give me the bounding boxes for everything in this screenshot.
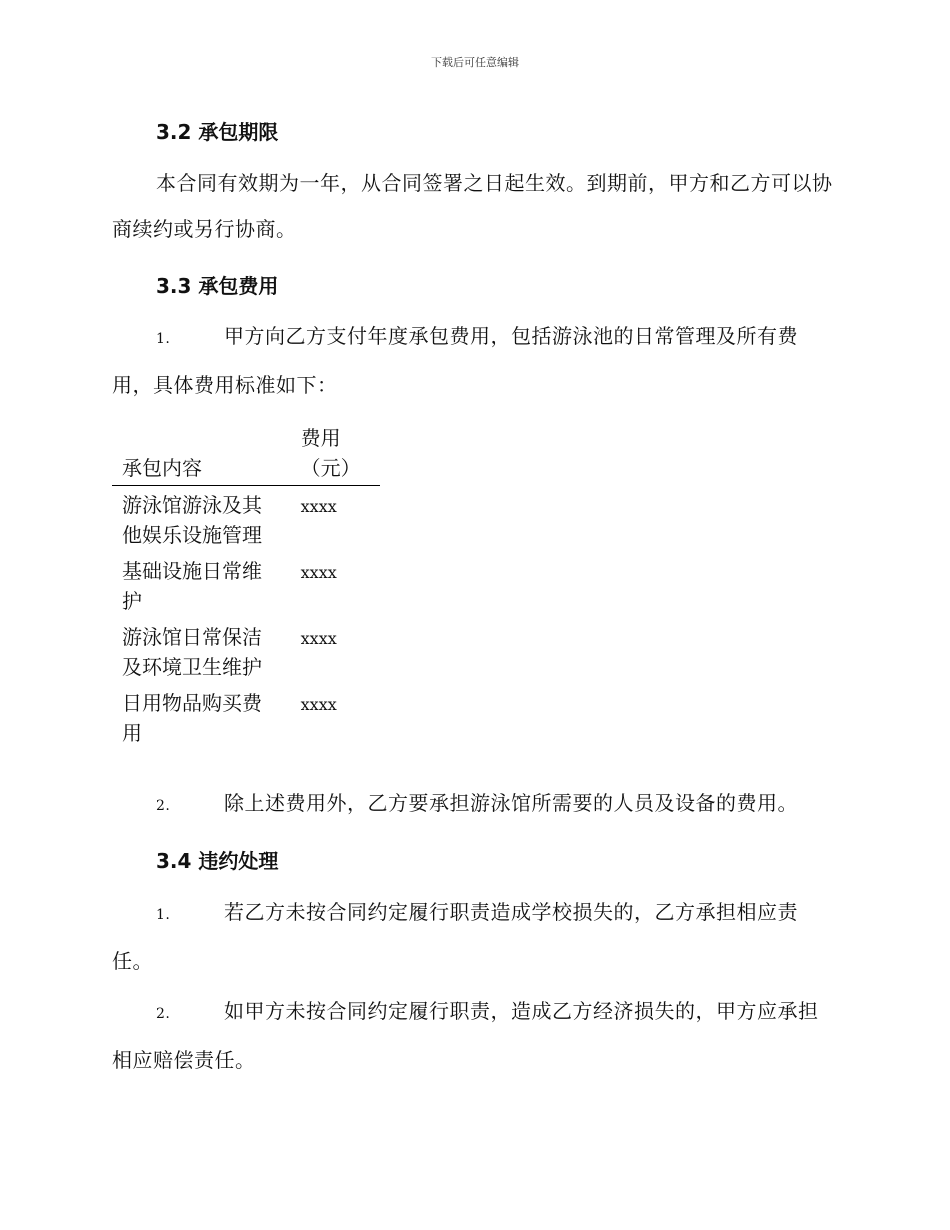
list-number: 1. <box>156 331 171 347</box>
fee-table <box>112 423 380 750</box>
table-cell-fee: xxxx <box>300 695 337 714</box>
list-item-text: 甲方向乙方支付年度承包费用，包括游泳池的日常管理及所有费用，具体费用标准如下： <box>112 324 798 397</box>
section-heading-3-4: 3.4 违约处理 <box>156 849 279 873</box>
list-item-breach-2 <box>112 988 836 1083</box>
table-cell-content: 基础设施日常维护 <box>122 559 262 613</box>
list-number: 1. <box>156 907 171 923</box>
table-header-row <box>112 423 380 486</box>
table-row <box>112 618 380 684</box>
table-cell-fee: xxxx <box>300 497 337 516</box>
table-cell-content: 日用物品购买费用 <box>122 691 262 745</box>
list-item-text: 若乙方未按合同约定履行职责造成学校损失的，乙方承担相应责任。 <box>112 900 798 973</box>
list-item-text: 如甲方未按合同约定履行职责，造成乙方经济损失的，甲方应承担相应赔偿责任。 <box>112 999 819 1072</box>
table-cell-fee: xxxx <box>300 629 337 648</box>
table-row <box>112 486 380 553</box>
list-item-fee-2 <box>112 780 836 829</box>
list-item-fee-1 <box>112 313 836 408</box>
table-row <box>112 684 380 750</box>
paragraph-contract-term: 本合同有效期为一年，从合同签署之日起生效。到期前，甲方和乙方可以协商续约或另行协商。 <box>112 171 833 241</box>
list-item-breach-1 <box>112 889 836 984</box>
table-cell-content: 游泳馆日常保洁及环境卫生维护 <box>122 625 262 679</box>
section-heading-3-2: 3.2 承包期限 <box>156 120 279 144</box>
column-header-fee: 费用（元） <box>300 426 361 480</box>
list-number: 2. <box>156 798 171 814</box>
table-row <box>112 552 380 618</box>
page-header: 下载后可任意编辑 <box>431 56 519 69</box>
column-header-content: 承包内容 <box>122 456 202 480</box>
section-heading-3-3: 3.3 承包费用 <box>156 274 279 298</box>
list-number: 2. <box>156 1006 171 1022</box>
list-item-text: 除上述费用外，乙方要承担游泳馆所需要的人员及设备的费用。 <box>224 791 798 815</box>
table-cell-content: 游泳馆游泳及其他娱乐设施管理 <box>122 493 262 547</box>
table-cell-fee: xxxx <box>300 563 337 582</box>
